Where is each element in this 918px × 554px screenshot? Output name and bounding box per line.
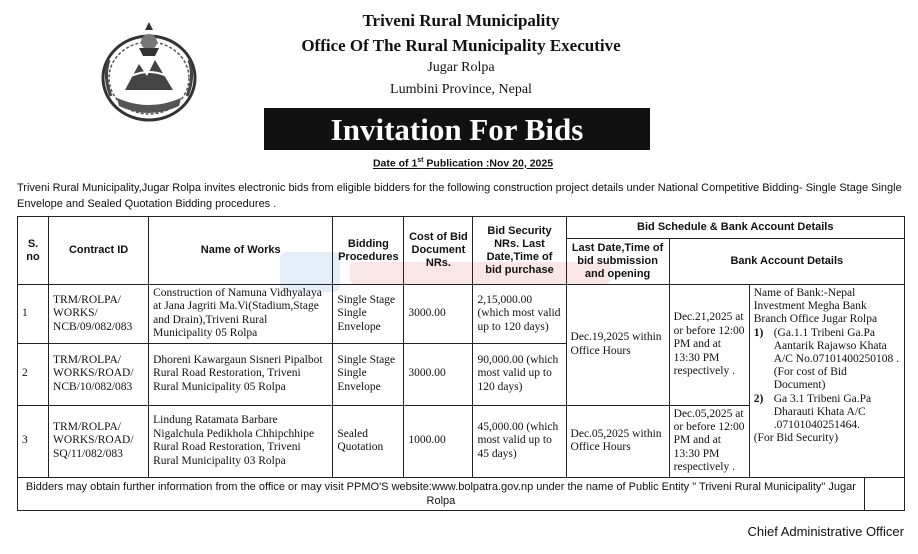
- org-name: Triveni Rural Municipality: [362, 11, 560, 30]
- row-procedure: Single Stage Single Envelope: [333, 285, 404, 344]
- footer-note: Bidders may obtain further information from the office or may visit PPMO'S website:www.bolpatra.gov.np under the name of Public Entity " Triveni Rural Municipality" Jugar Rolpa: [18, 477, 865, 510]
- header-contract-id: Contract ID: [49, 217, 149, 285]
- row-work-name: Construction of Namuna Vidhyalaya at Jana Jagriti Ma.Vi(Stadium,Stage and Drain),Triveni Rural Municipality 05 Rolpa: [149, 285, 333, 344]
- header-cost: Cost of Bid Document NRs.: [404, 217, 473, 285]
- publication-date: Date of 1st Publication :Nov 20, 2025: [372, 157, 554, 170]
- row-contract-id: TRM/ROLPA/ WORKS/ NCB/09/082/083: [49, 285, 149, 344]
- bank-account-1: 1) (Ga.1.1 Tribeni Ga.Pa Aantarik Rajawso Khata A/C No.07101400250108 .(For cost of Bid Document): [753, 326, 899, 392]
- bank-details: [749, 285, 904, 478]
- row-contract-id: TRM/ROLPA/ WORKS/ROAD/ NCB/10/082/083: [49, 343, 149, 405]
- row-opening: Dec.05,2025 at or before 12:00 PM and at 13:30 PM respectively .: [669, 405, 749, 477]
- row-sno: 1: [18, 285, 49, 344]
- row-work-name: Lindung Ratamata Barbare Nigalchula Pedikhola Chhipchhipe Rural Road Restoration, Triveni Rural Municipality 03 Rolpa: [149, 405, 333, 477]
- header-schedule-group: Bid Schedule & Bank Account Details: [566, 217, 904, 239]
- office-name: Office Of The Rural Municipality Executive: [301, 36, 621, 55]
- bank-account-2: 2) Ga 3.1 Tribeni Ga.Pa Dharauti Khata A/C .07101040251464.: [753, 392, 872, 432]
- row-security: 45,000.00 (which most valid up to 45 days): [473, 405, 566, 477]
- footer-row: [18, 477, 905, 510]
- footer-empty-cell: [864, 477, 904, 510]
- row-sno: 2: [18, 343, 49, 405]
- header-security: Bid Security NRs. Last Date,Time of bid purchase: [473, 217, 566, 285]
- notice-header: [0, 0, 918, 170]
- row-cost: 3000.00: [404, 285, 473, 344]
- table-row: [18, 285, 905, 344]
- header-bank-group: Bank Account Details: [669, 239, 904, 285]
- location: Jugar Rolpa: [427, 60, 495, 75]
- row-contract-id: TRM/ROLPA/ WORKS/ROAD/ SQ/11/082/083: [49, 405, 149, 477]
- signature-title: Chief Administrative Officer: [747, 524, 904, 539]
- row-work-name: Dhoreni Kawargaun Sisneri Pipalbot Rural Road Restoration, Triveni Rural Municipality 05 Rolpa: [149, 343, 333, 405]
- header-procedures: Bidding Procedures: [333, 217, 404, 285]
- bank-name: Name of Bank:-Nepal Investment Megha Bank Branch Office Jugar Rolpa: [753, 287, 878, 326]
- row-procedure: Sealed Quotation: [333, 405, 404, 477]
- row-submission: Dec.05,2025 within Office Hours: [566, 405, 669, 477]
- row-security: 2,15,000.00 (which most valid up to 120 days): [473, 285, 566, 344]
- row-cost: 3000.00: [404, 343, 473, 405]
- province: Lumbini Province, Nepal: [390, 82, 532, 97]
- row-submission: Dec.19,2025 within Office Hours: [566, 285, 669, 406]
- header-name-of-works: Name of Works: [149, 217, 333, 285]
- row-opening: Dec.21,2025 at or before 12:00 PM and at 13:30 PM respectively .: [669, 285, 749, 406]
- row-sno: 3: [18, 405, 49, 477]
- intro-paragraph: Triveni Rural Municipality,Jugar Rolpa invites electronic bids from eligible bidders for the following construction project details under National Competitive Bidding- Single Stage Single Envelope and Sealed Quotation Bidding procedures .: [17, 182, 902, 210]
- row-security: 90,000.00 (which most valid up to 120 days): [473, 343, 566, 405]
- banner-title: Invitation For Bids: [264, 108, 650, 150]
- row-procedure: Single Stage Single Envelope: [333, 343, 404, 405]
- bank-note: (For Bid Security): [753, 432, 839, 445]
- header-sno: S. no: [18, 217, 49, 285]
- row-cost: 1000.00: [404, 405, 473, 477]
- bids-table: [17, 216, 905, 511]
- header-last-date: Last Date,Time of bid submission and opening: [566, 239, 669, 285]
